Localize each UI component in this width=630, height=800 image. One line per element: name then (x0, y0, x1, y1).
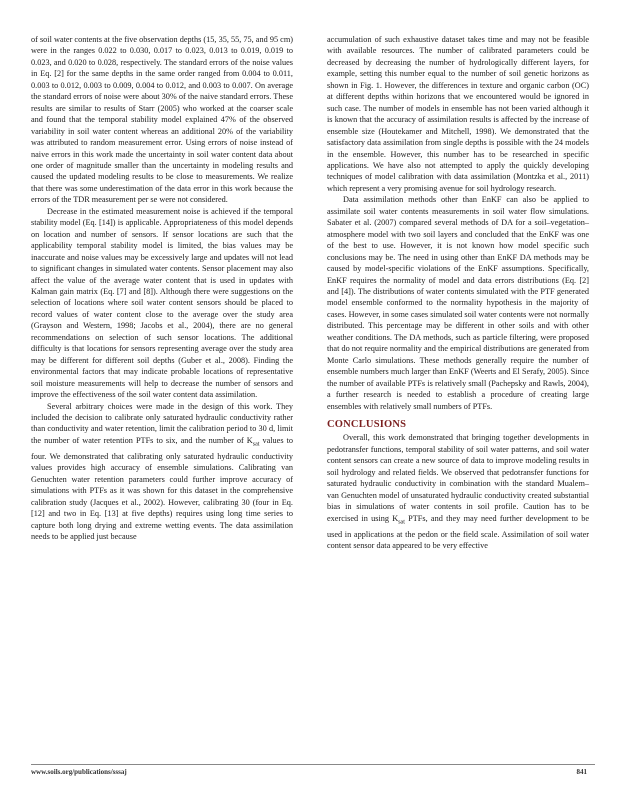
journal-url[interactable]: www.soils.org/publications/sssaj (31, 768, 127, 776)
subscript: sat (252, 441, 260, 448)
paragraph (31, 401, 293, 543)
subscript: sat (398, 519, 405, 526)
left-column (31, 34, 293, 543)
paragraph: Decrease in the estimated measurement noise is achieved if the temporal stability model (Eq. [14]) is applicable. Appropriateness of this model depends on location and number of sensors. If sensor locations are such that the applicability temporal stability model is limited, the bias values may be inaccurate and noise values may be excessively large and updates will not lead to significant changes in simulated water contents. Sensor placement may also affect the value of the average water content that is used in updates with Kalman gain matrix (Eq. [7] and [8]). Although there were suggestions on the selection of locations where soil water content sensors should be placed to record values of water content close to the average over the study area (Grayson and Western, 1998; Jacobs et al., 2004), there are no general recommendations on selection of such sensor locations. The additional difficulty is that locations for sensors representing average over the study area may be different for different soil depths (Guber et al., 2008). Finding the environmental factors that may indicate probable locations of representative soil moisture measurements will help to decrease the number of sensors and improve the effectiveness of the soil water content data assimilation. (31, 206, 293, 400)
paragraph: accumulation of such exhaustive dataset takes time and may not be feasible with available resources. The number of calibrated parameters could be decreased by decreasing the number of hydrologically different layers, for example, setting this number equal to the number of soil genetic horizons as shown in Fig. 1. However, the differences in texture and organic carbon (OC) at different depths within horizons that we encountered would be ignored in such case. The number of models in ensemble has not been varied although it is known that the accuracy of assimilation results is affected by the increase of ensemble size (Houtekamer and Mitchell, 1998). We demonstrated that the satisfactory data assimilation from single depths is possible with the 24 models in the ensemble. However, this number has to be researched in specific applications. We have also not attempted to apply the quickly developing techniques of model calibration with data assimilation (Montzka et al., 2011) which represent a very promising avenue for soil hydrology research. (327, 35, 589, 193)
paragraph (327, 432, 589, 551)
section-heading: CONCLUSIONS (327, 418, 407, 430)
text-run: Overall, this work demonstrated that bringing together developments in pedotransfer functions, temporal stability of soil water patterns, and soil water content sensors can create a new source of data to improve modeling results in soil hydrology and related fields. We observed that pedotransfer functions for saturated hydraulic conductivity in combination with the standard Mualem–van Genuchten model of unsaturated hydraulic conductivity created substantial bias in simulations of water contents in soil profile. Caution has to be exercised in using K (327, 433, 589, 523)
paragraph: of soil water contents at the five observation depths (15, 35, 55, 75, and 95 cm) were in the ranges 0.022 to 0.030, 0.017 to 0.023, 0.013 to 0.019, 0.019 to 0.023, and 0.020 to 0.028, respectively. The standard errors of the noise values in Eq. [2] for the same depths in the same order ranged from 0.004 to 0.011, 0.003 to 0.012, 0.003 to 0.009, 0.004 to 0.012, and 0.003 to 0.007. On average the standard errors of noise were about 30% of the naive standard errors. These results are similar to results of Starr (2005) who worked at the coarser scale and found that the temporal stability model explained 47% of the observed variability in soil water content whereas an additional 20% of the variability was attributed to random measurement error. Using errors of noise instead of naive errors in this work made the uncertainty in soil water content data about one order of magnitude smaller than the uncertainty in modeling results and caused the updated modeling results to be close to measurements. We realize that there was some underestimation of the data error in this work because the errors of the TDR measurement per se were not considered. (31, 35, 293, 205)
text-run: values to four. We demonstrated that calibrating only saturated hydraulic conductivity values provides high accuracy of ensemble simulations. Calibrating van Genuchten water retention parameters could further improve accuracy of simulations with PTFs as it was shown for this dataset in the comprehensive calibration study (Jacques et al., 2002). However, calibrating 30 (four in Eq. [12] and two in Eq. [13] at five depths) requires using long time series to capture both long drying and extreme wetting events. The data assimilation needs to be applied just because (31, 435, 293, 542)
paragraph: Data assimilation methods other than EnKF can also be applied to assimilate soil water contents measurements in soil water flow simulations. Sabater et al. (2007) compared several methods of DA for a soil–vegetation–atmosphere model with two soil layers and concluded that the EnKF was one of the best to use. However, it is not known how model specific such conclusions may be. The need in using other than EnKF DA methods may be caused by model-specific violations of the EnKF assumptions. Specifically, EnKF requires the normality of model and data errors distributions (Eq. [2] and [4]). The distributions of water contents simulated with the PTF generated model ensemble conformed to the normality hypothesis in the majority of cases. However, in some cases simulated soil water contents were not normally distributed. This percentage may be different in other soils and with other weather conditions. The DA methods, such as particle filtering, were proposed that do not require normality and the empirical distributions are generated from Monte Carlo simulations. These methods generally require the number of ensemble numbers much larger than EnKF (Weerts and El Serafy, 2005). Since the number of available PTFs is relatively small (Pachepsky and Rawls, 2004), a further research is needed to establish a procedure of creating large ensembles with relatively small numbers of PTFs. (327, 195, 589, 411)
text-run: PTFs, and they may need further development to be used in applications at the pedon or the field scale. Assimilation of soil water content sensor data appeared to be very effective (327, 513, 589, 551)
right-column (327, 34, 589, 552)
footer-rule (31, 764, 595, 765)
text-run: Several arbitrary choices were made in the design of this work. They included the decision to calibrate only saturated hydraulic conductivity rather than conductivity and water retention, limit the calibration period to 30 d, limit the number of water retention PTFs to six, and the number of K (31, 401, 293, 445)
page-number: 841 (576, 768, 587, 776)
